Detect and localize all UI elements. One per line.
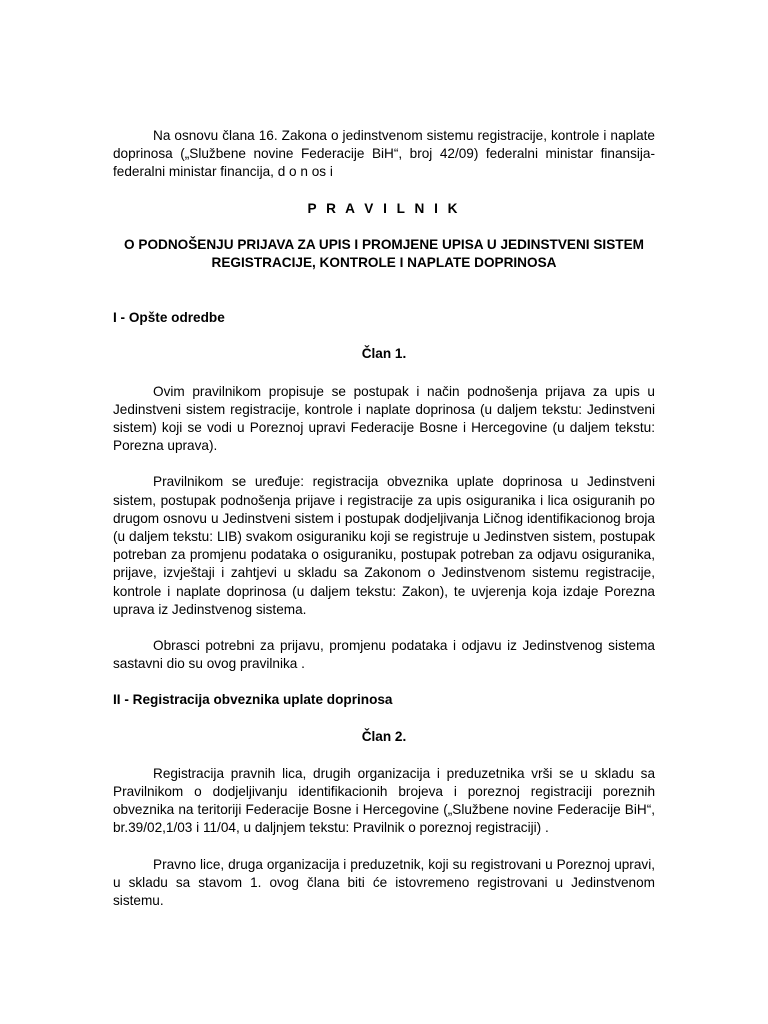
section-heading: I - Opšte odredbe <box>113 310 225 326</box>
paragraph: Pravilnikom se uređuje: registracija obveznika uplate doprinosa u Jedinstveni sistem, postupak podnošenja prijave i registracije za upis osiguranika i lica osiguranih po drugom osnovu u Jedinstveni sistem i postupak dodjeljivanja Ličnog identifikacionog broja (u daljem tekstu: LIB) svakom osiguraniku koji se registruje u Jedinstven sistem, postupak potreban za promjenu podataka o osiguraniku, postupak potreban za odjavu osiguranika, prijave, izvještaji i zahtjevi u skladu sa Zakonom o Jedinstvenom sistemu registracije, kontrole i naplate doprinosa (u daljem tekstu: Zakon), te uvjerenja koja izdaje Porezna uprava iz Jedinstvenog sistema. <box>113 474 655 617</box>
paragraph: Pravno lice, druga organizacija i preduzetnik, koji su registrovani u Poreznoj upravi, u skladu sa stavom 1. ovog člana biti će istovremeno registrovani u Jedinstvenom sistemu. <box>113 856 655 909</box>
intro-paragraph: Na osnovu člana 16. Zakona o jedinstvenom sistemu registracije, kontrole i naplate doprinosa („Službene novine Federacije BiH“, broj 42/09) federalni ministar finansija-federalni ministar financija, d o n os i <box>113 128 655 180</box>
document-title: P R A V I L N I K <box>307 200 461 216</box>
article-heading: Član 2. <box>361 728 407 744</box>
paragraph: Ovim pravilnikom propisuje se postupak i način podnošenja prijava za upis u Jedinstveni sistem registracije, kontrole i naplate doprinosa (u daljem tekstu: Jedinstveni sistem) koji se vodi u Poreznoj upravi Federacije Bosne i Hercegovine (u daljem tekstu: Porezna uprava). <box>113 383 655 454</box>
paragraph: Registracija pravnih lica, drugih organizacija i preduzetnika vrši se u skladu sa Pravilnikom o dodjeljivanju identifikacionih brojeva i poreznoj registraciji poreznih obveznika na teritoriji Federacije Bosne i Hercegovine („Službene novine Federacije BiH“, br.39/02,1/03 i 11/04, u daljnjem tekstu: Pravilnik o poreznoj registraciji) . <box>113 765 655 836</box>
section-heading: II - Registracija obveznika uplate doprinosa <box>113 692 393 708</box>
article-heading: Član 1. <box>361 346 407 362</box>
document-subtitle: O PODNOŠENJU PRIJAVA ZA UPIS I PROMJENE UPISA U JEDINSTVENI SISTEM REGISTRACIJE, KONTROLE I NAPLATE DOPRINOSA <box>124 236 644 271</box>
document-page <box>113 127 655 910</box>
paragraph: Obrasci potrebni za prijavu, promjenu podataka i odjavu iz Jedinstvenog sistema sastavni dio su ovog pravilnika . <box>113 638 655 672</box>
